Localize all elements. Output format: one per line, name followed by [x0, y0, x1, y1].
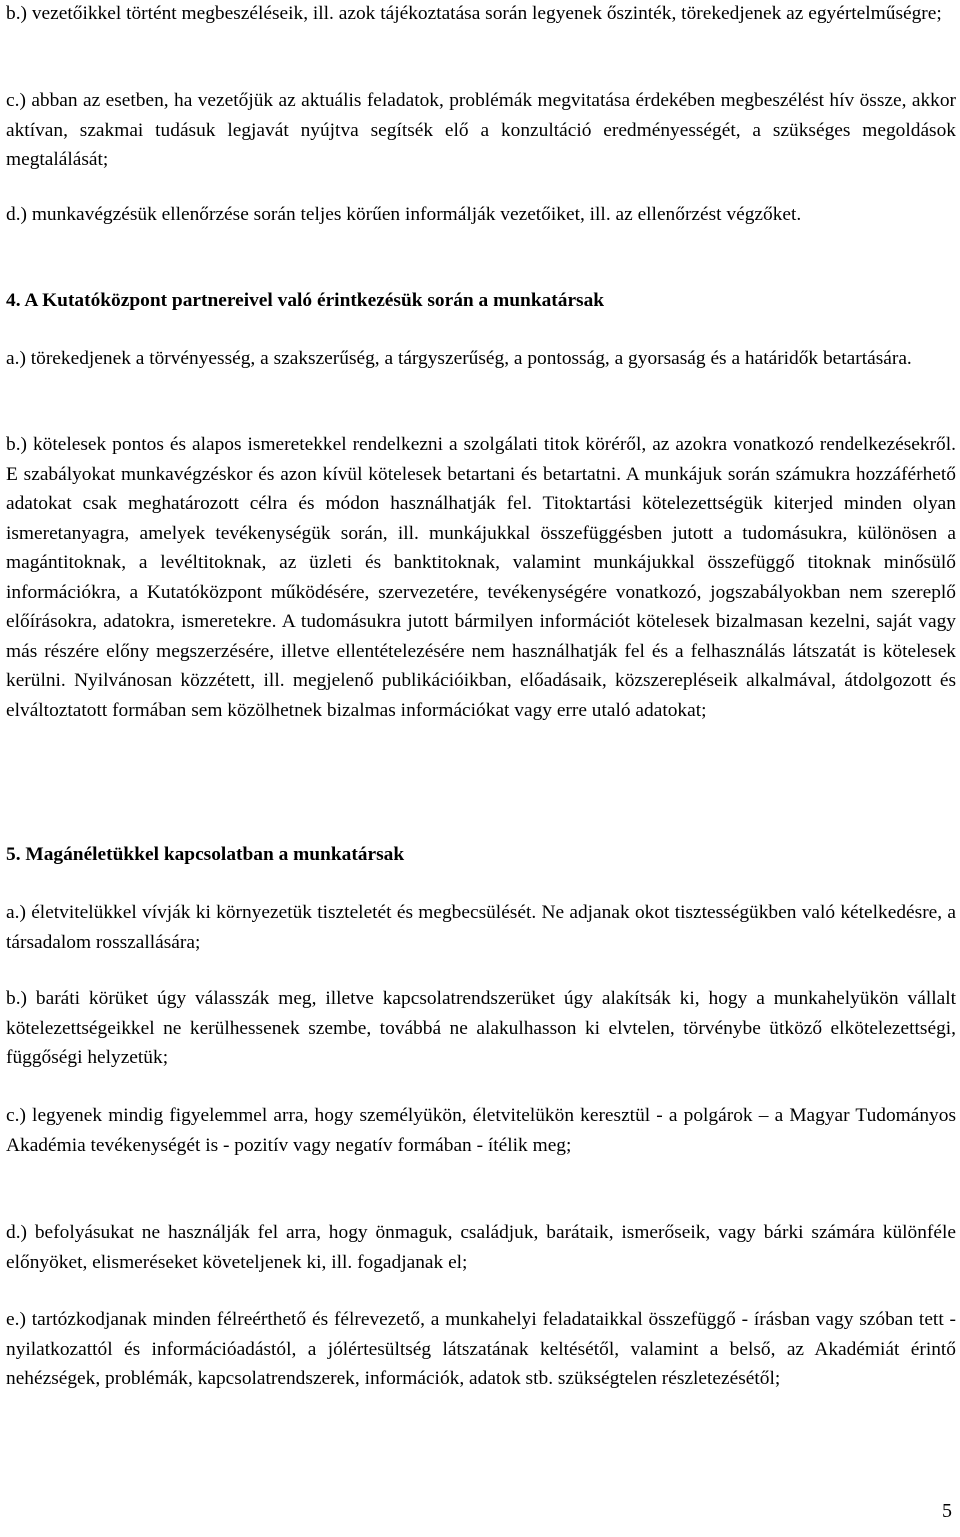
page-number: 5 [942, 1500, 952, 1522]
paragraph-d-work-control: d.) munkavégzésük ellenőrzése során teljes körűen informálják vezetőiket, ill. az ellenőrzést végzőket. [6, 204, 802, 225]
paragraph-b-friends: b.) baráti körüket úgy válasszák meg, illetve kapcsolatrendszerüket úgy alakítsák ki, hogy a munkahelyükön vállalt kötelezettségeikkel ne kerülhessenek szembe, továbbá ne alakulhasson ki elvtelen, törvénybe ütköző elkötelezettségi, függőségi helyzetük; [6, 988, 956, 1068]
section-heading-5: 5. Magánéletükkel kapcsolatban a munkatársak [6, 844, 405, 865]
paragraph-d-influence: d.) befolyásukat ne használják fel arra, hogy önmaguk, családjuk, barátaik, ismerőseik, vagy bárki számára különféle előnyöket, elismeréseket követeljenek ki, ill. fogadjanak el; [6, 1222, 956, 1273]
paragraph-b-confidentiality: b.) kötelesek pontos és alapos ismeretekkel rendelkezni a szolgálati titok köréről, az azokra vonatkozó rendelkezésekről. E szabályokat munkavégzéskor és azon kívül kötelesek betartani és betartatni. A munkájuk során számukra hozzáférhető adatokat csak meghatározott célra és módon használhatják fel. Titoktartási kötelezettségük kiterjed minden olyan ismeretanyagra, amelyek tevékenységük során, ill. munkájukkal összefüggésben jutott a tudomásukra, különösen a magántitoknak, a levéltitoknak, az üzleti és banktitoknak, valamint munkájukkal összefüggő titoknak minősülő információkra, a Kutatóközpont működésére, szervezetére, tevékenységére vonatkozó, jogszabályokban nem szereplő előírásokra, adatokra, ismeretekre. A tudomásukra jutott bármilyen információt kötelesek bizalmasan kezelni, saját vagy más részére előny megszerzésére, illetve ellentételezésére nem használhatják fel és a felhasználás látszatát is kötelesek kerülni. Nyilvánosan közzétett, ill. megjelenő publikációikban, előadásaik, közszerepléseik alkalmával, átdolgozott és elváltoztatott formában sem közölhetnek bizalmas információkat vagy erre utaló adatokat; [6, 434, 956, 721]
paragraph-e-statements: e.) tartózkodjanak minden félreérthető és félrevezető, a munkahelyi feladataikkal összefüggő - írásban vagy szóban tett - nyilatkozattól és információadástól, a jólértesültség látszatának keltésétől, valamint a belső, az Akadémiát érintő nehézségek, problémák, kapcsolatrendszerek, információk, adatok stb. szükségtelen részletezésétől; [6, 1309, 956, 1389]
paragraph-b-managers: b.) vezetőikkel történt megbeszéléseik, ill. azok tájékoztatása során legyenek őszinték, törekedjenek az egyértelműségre; [6, 3, 942, 24]
paragraph-c-reputation: c.) legyenek mindig figyelemmel arra, hogy személyükön, életvitelükön keresztül - a polgárok – a Magyar Tudományos Akadémia tevékenységét is - pozitív vagy negatív formában - ítélik meg; [6, 1105, 956, 1156]
paragraph-c-consultation: c.) abban az esetben, ha vezetőjük az aktuális feladatok, problémák megvitatása érdekében megbeszélést hív össze, akkor aktívan, szakmai tudásuk legjavát nyújtva segítsék elő a konzultáció eredményességét, a szükséges megoldások megtalálását; [6, 90, 956, 170]
paragraph-a-lifestyle: a.) életvitelükkel vívják ki környezetük tiszteletét és megbecsülését. Ne adjanak okot tisztességükben való kételkedésre, a társadalom rosszallására; [6, 902, 956, 953]
paragraph-a-lawfulness: a.) törekedjenek a törvényesség, a szakszerűség, a tárgyszerűség, a pontosság, a gyorsaság és a határidők betartására. [6, 348, 912, 369]
section-heading-4: 4. A Kutatóközpont partnereivel való érintkezésük során a munkatársak [6, 290, 605, 311]
